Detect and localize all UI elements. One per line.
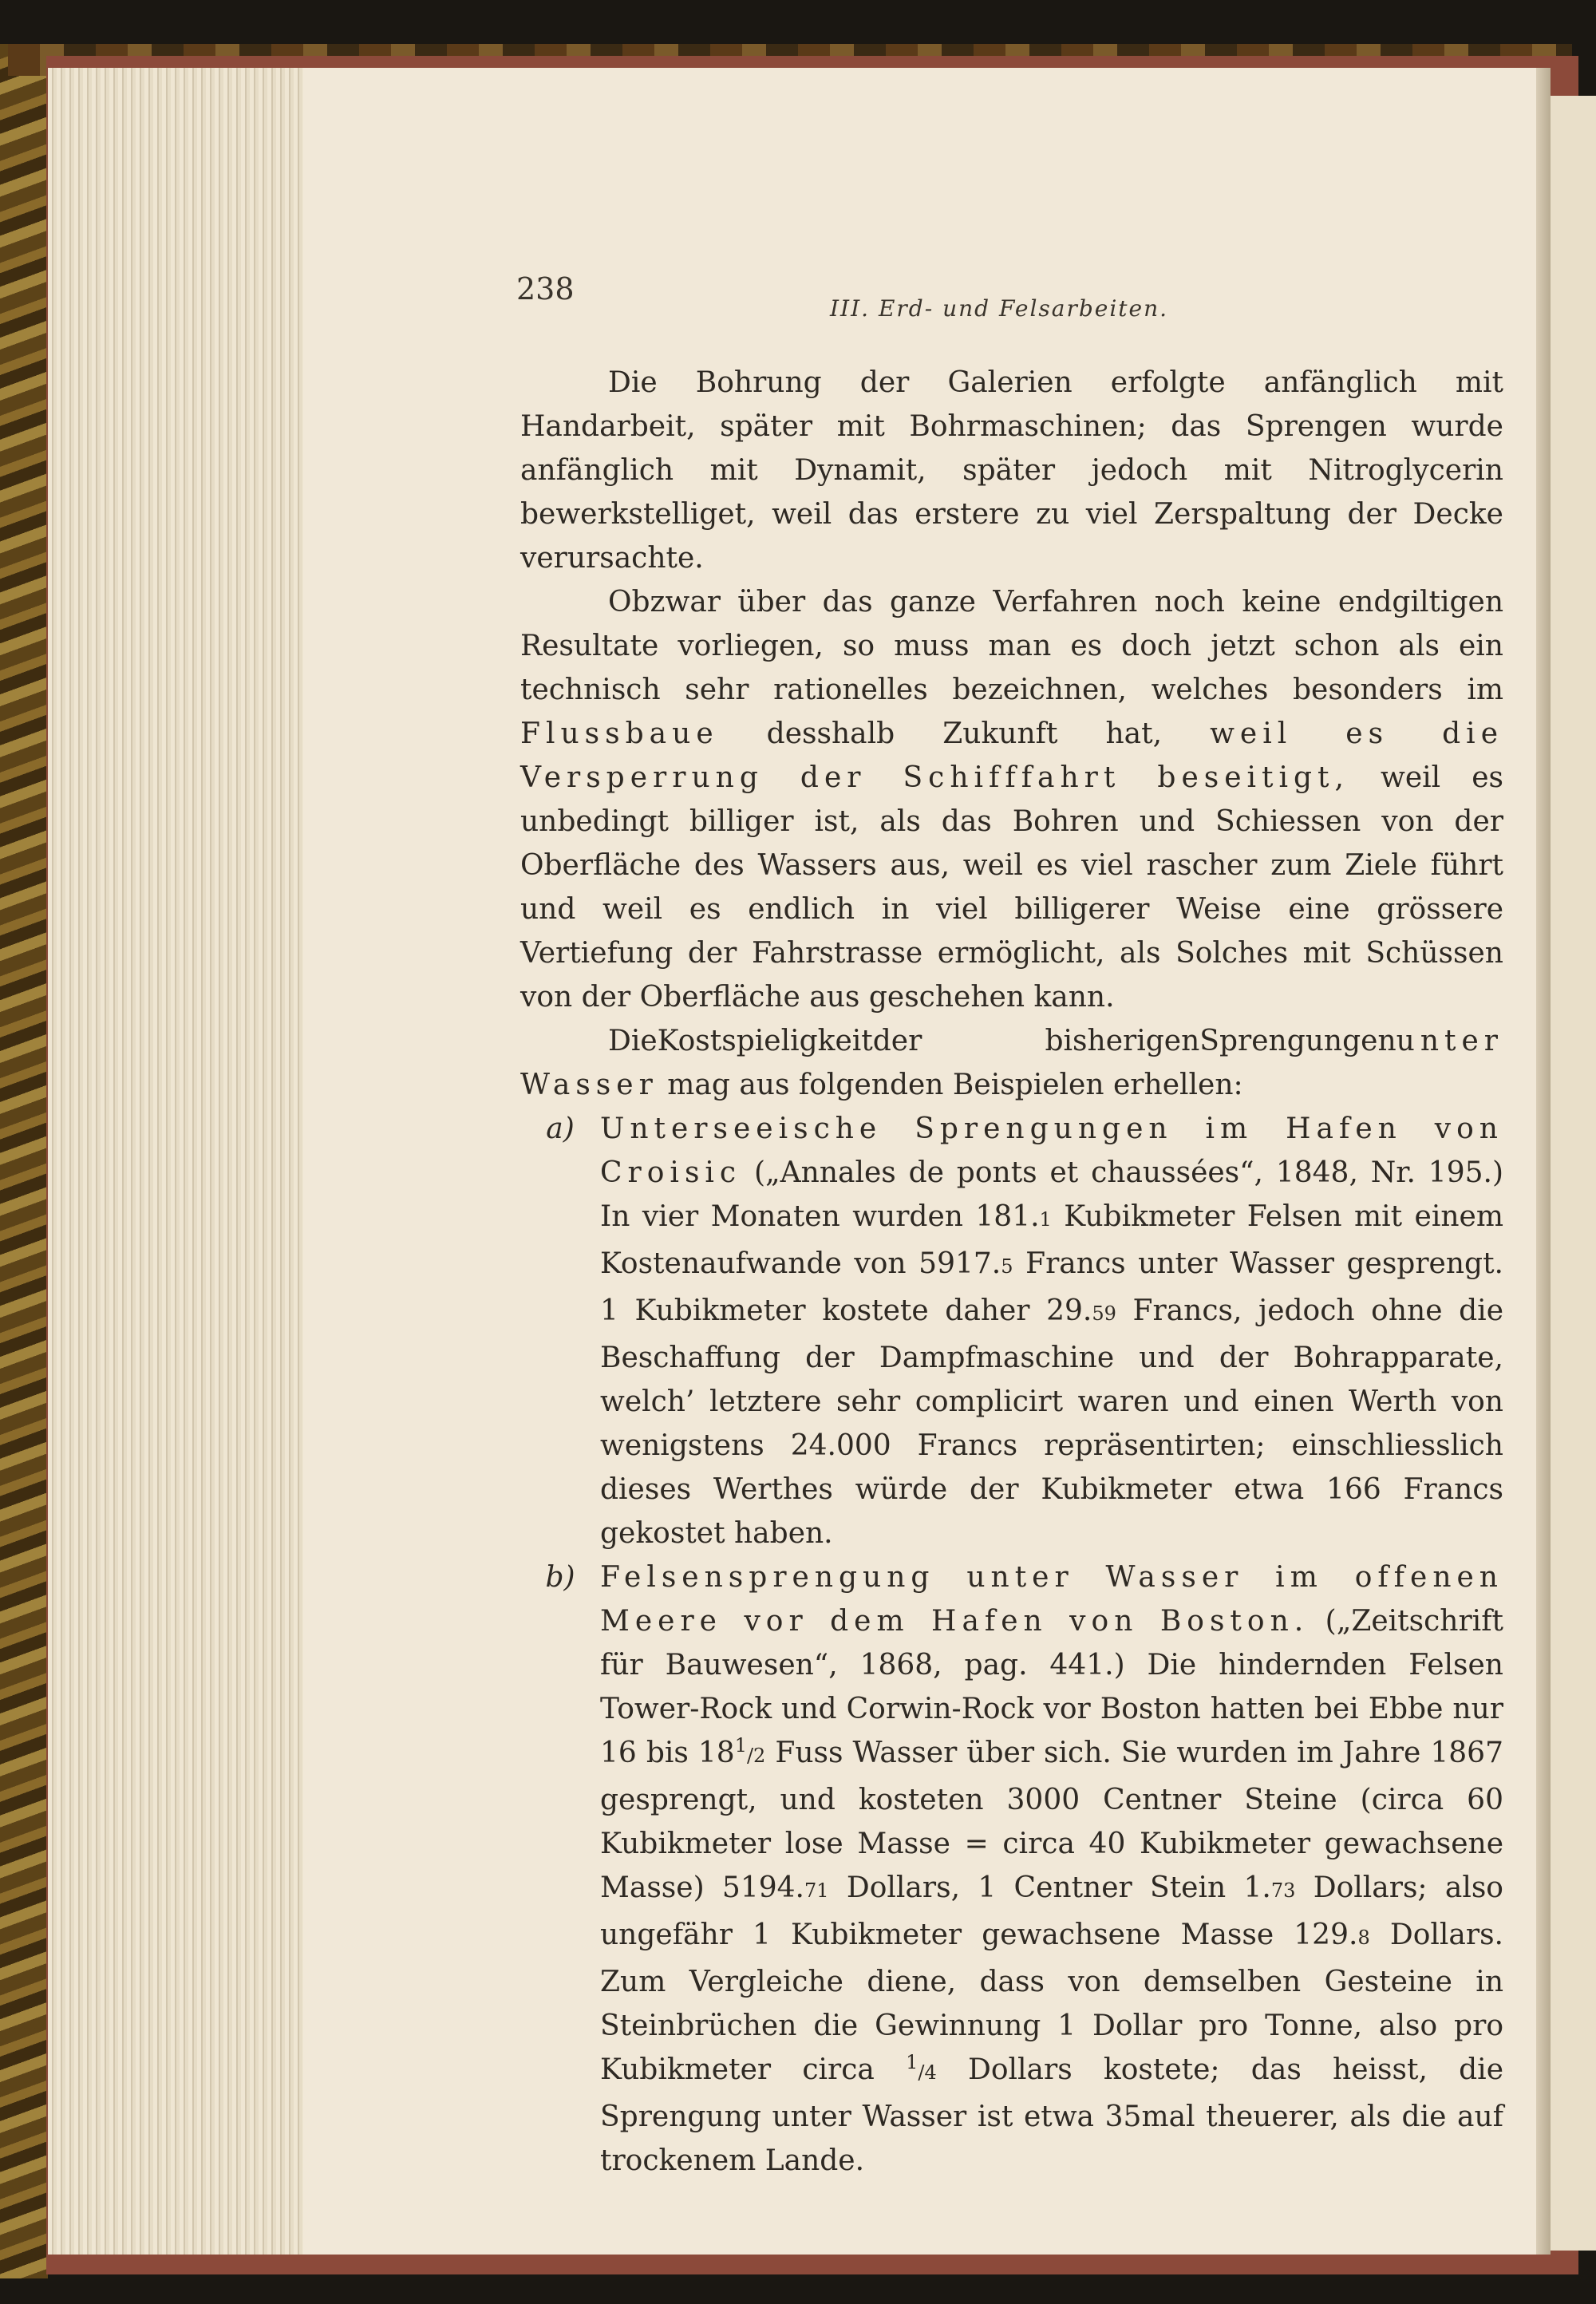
emphasis-flussbaue: Flussbaue (520, 717, 719, 750)
paragraph-2-text-c: desshalb Zukunft hat, (718, 717, 1211, 750)
example-a-decimal-2: 5 (1001, 1255, 1013, 1278)
example-a-text-1: („Annales de ponts et chaussées“, 1848, Nr. 195.) In vier Monaten wurden 181. (600, 1156, 1503, 1233)
example-a-text-2: Kubikmeter Felsen mit einem Kostenaufwande von 5917. (600, 1200, 1503, 1280)
marbled-board (0, 44, 48, 2278)
example-b-decimal-1: 71 (804, 1879, 829, 1902)
page-gutter (1536, 68, 1551, 2255)
example-a-decimal-3: 59 (1092, 1302, 1116, 1325)
running-head: III. Erd- und Felsarbeiten. (830, 295, 1169, 322)
example-a-title: Unterseeische Sprengungen im Hafen von Croisic (600, 1112, 1503, 1189)
paragraph-3-text-a: DieKostspieligkeitder bisherigenSprengungen (608, 1025, 1396, 1057)
example-a-text-3: Francs unter Wasser gesprengt. 1 Kubikmeter kostete daher 29. (600, 1247, 1504, 1327)
example-b-fraction-2-den: /4 (918, 2061, 937, 2084)
example-b-title: Felsensprengung unter Wasser im offenen Meere vor dem Hafen von Boston. (600, 1561, 1503, 1638)
example-b-decimal-3: 8 (1357, 1927, 1370, 1949)
emphasis-versperrung: weil es die Versperrung der Schifffahrt beseitigt, (520, 717, 1503, 794)
paragraph-3 (520, 1019, 1503, 1107)
example-a-label: a) (546, 1112, 575, 1145)
paragraph-2 (520, 580, 1503, 1019)
example-b (520, 1555, 1503, 2183)
example-b-fraction-1-den: /2 (746, 1745, 766, 1767)
example-b-text-3: Dollars, 1 Centner Stein 1. (828, 1871, 1271, 1904)
example-b-text-4: Dollars; also ungefähr 1 Kubikmeter gewachsene Masse 129. (600, 1871, 1503, 1951)
example-b-body (600, 1555, 1503, 2183)
example-b-text-5: Dollars. Zum Vergleiche diene, dass von demselben Gesteine in Steinbrüchen die Gewinnung 1 Dollar pro Tonne, also pro Kubikmeter circa (600, 1919, 1503, 2086)
example-b-fraction-1-num: 1 (734, 1734, 747, 1757)
example-b-decimal-2: 73 (1270, 1879, 1296, 1902)
example-b-text-6: Dollars kostete; das heisst, die Sprengung unter Wasser ist etwa 35mal theuerer, als die auf trockenem Lande. (600, 2053, 1504, 2177)
example-a-text-4: Francs, jedoch ohne die Beschaffung der Dampfmaschine und der Bohrapparate, welch’ letztere sehr complicirt waren und einen Werth von wenigstens 24.000 Francs repräsentirten; einschliesslich dieses Werthes würde der Kubikmeter etwa 166 Francs gekostet haben. (600, 1294, 1503, 1550)
example-a (520, 1107, 1503, 1555)
facing-page (1548, 96, 1596, 2251)
emphasis-unter-wasser: unter Wasser (520, 1025, 1503, 1101)
example-a-body (600, 1107, 1503, 1555)
example-b-label: b) (545, 1561, 575, 1594)
paragraph-3-text-c: mag aus folgenden Beispielen erhellen: (658, 1069, 1243, 1101)
example-a-decimal-1: 1 (1039, 1208, 1052, 1231)
page-edges (48, 68, 303, 2255)
page-body (520, 361, 1503, 2183)
paragraph-2-text-a: Obzwar über das ganze Verfahren noch keine endgiltigen Resultate vorliegen, so muss man es doch jetzt schon als ein technisch sehr rationelles bezeichnen, welches besonders im (520, 586, 1503, 706)
paragraph-1: Die Bohrung der Galerien erfolgte anfänglich mit Handarbeit, später mit Bohrmaschinen; das Sprengen wurde anfänglich mit Dynamit, später jedoch mit Nitroglycerin bewerkstelliget, weil das erstere zu viel Zerspaltung der Decke verursachte. (520, 366, 1503, 575)
page-number: 238 (516, 271, 575, 306)
example-b-fraction-2-num: 1 (906, 2051, 918, 2073)
example-b-text-1: („Zeitschrift für Bauwesen“, 1868, pag. 441.) Die hindernden Felsen Tower-Rock und Corwin-Rock vor Boston hatten bei Ebbe nur 16 bis 18 (600, 1605, 1503, 1769)
example-b-text-2: Fuss Wasser über sich. Sie wurden im Jahre 1867 gesprengt, und kosteten 3000 Centner Steine (circa 60 Kubikmeter lose Masse = circa 40 Kubikmeter gewachsene Masse) 5194. (600, 1737, 1503, 1904)
paragraph-2-text-e: weil es unbedingt billiger ist, als das Bohren und Schiessen von der Oberfläche des Wassers aus, weil es viel rascher zum Ziele führt und weil es endlich in viel billigerer Weise eine grössere Vertiefung der Fahrstrasse ermöglicht, als Solches mit Schüssen von der Oberfläche aus geschehen kann. (520, 761, 1504, 1014)
